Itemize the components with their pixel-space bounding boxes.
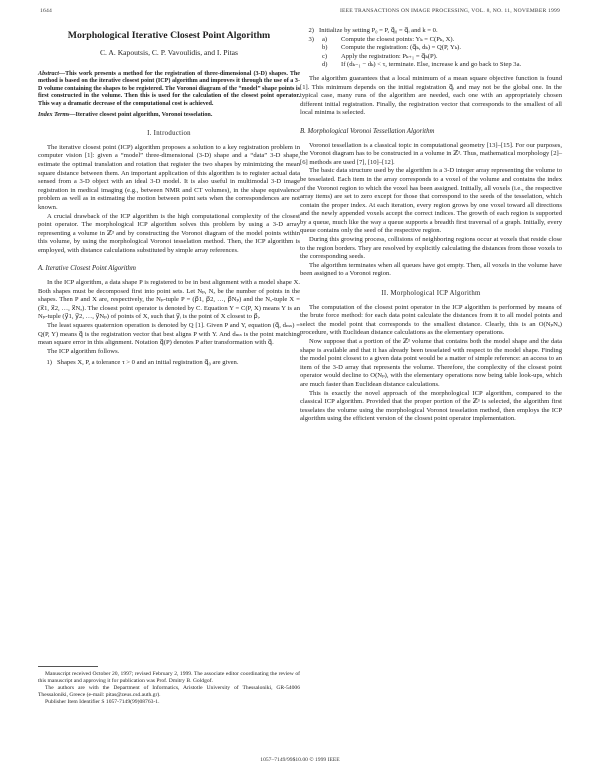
paragraph: Now suppose that a portion of the ℤ³ volume that contains both the model shape and the data shape is available and that it has already been tesselated with respect to the model shape. Finding the model point closest to a given data point would be a matter of simple reference: an access to an item of the 3-D array that represents the volume. Therefore, the complexity of the closest point operator would decline to O(Nₚ), with the elementary operations now being table look-ups, which are much faster than Euclidean distance calculations. (300, 338, 562, 388)
index-terms (38, 112, 300, 120)
footnote (38, 666, 300, 706)
abstract-text: This work presents a method for the registration of three-dimensional (3-D) shapes. The method is based on the iterative closest point (ICP) algorithm and improves it through the use of a 3-D volume containing the shapes to be registered. The Voronoi diagram of the “model” shape points is first constructed in the volume. Then this is used for the calculation of the closest point operator. This way a dramatic decrease of the computational cost is achieved. (38, 70, 300, 107)
index-terms-lead: Index Terms— (38, 111, 76, 118)
substep (319, 53, 521, 62)
paragraph: During this growing process, collisions of neighboring regions occur at voxels that reside close to the region borders. They are resolved by explicitly calculating the distances from those voxels to the corresponding seeds. (300, 236, 562, 261)
page-number: 1644 (40, 8, 52, 14)
substep-text: Compute the registration: (q⃗ₖ, dₖ) = Q(P, Yₖ). (341, 44, 461, 52)
substeps (319, 36, 521, 70)
paragraph: In the ICP algorithm, a data shape P is registered to be in best alignment with a model shape X. Both shapes must be decomposed first into point sets. Let Nₚ, Nₓ be the number of points in the shapes. Then P and X are, respectively, the Nₚ-tuple P = (p⃗1, p⃗2, …, p⃗Nₚ) and the Nₓ-tuple X = (x⃗1, x⃗2, …, x⃗Nₓ). The closest point operator is denoted by C. Equation Y = C(P, X) means Y is an Nₚ-tuple (y⃗1, y⃗2, …, y⃗Nₚ) of points of X, such that y⃗ᵢ is the point of X closest to p⃗ᵢ. (38, 279, 300, 321)
journal-header: IEEE TRANSACTIONS ON IMAGE PROCESSING, VOL. 8, NO. 11, NOVEMBER 1999 (339, 8, 560, 14)
paper-authors: C. A. Kapoutsis, C. P. Vavoulidis, and I. Pitas (99, 48, 239, 57)
substep (319, 36, 521, 45)
step-number: 2) (308, 27, 314, 34)
substep-number: c) (322, 52, 328, 60)
substep-number: d) (322, 61, 328, 69)
step-text: Initialize by setting P₀ = P, q⃗₀ = q⃗ᵢ and k = 0. (319, 27, 438, 34)
paragraph: The algorithm terminates when all queues have got empty. Then, all voxels in the volume have been assigned to a Voronoi region. (300, 261, 562, 278)
substep-text: Apply the registration: Pₖ₊₁ = q⃗ₖ(P). (341, 52, 438, 60)
section-heading-morphological-icp: II. Morphological ICP Algorithm (381, 290, 481, 298)
paragraph: Voronoi tessellation is a classical topic in computational geometry [13]–[15]. For our purposes, the Voronoi diagram has to be constructed in a volume in ℤ³. Thus, mathematical morphology [2]–[6] methods are used [7], [10]–[12]. (300, 141, 562, 166)
paragraph: A crucial drawback of the ICP algorithm is the high computational complexity of the closest point operator. The morphological ICP algorithm solves this problem by using a 3-D array representing a volume in ℤ³ and by constructing the Voronoi diagram of the model points within this volume, by using the morphological Voronoi tesselation method. Then, the ICP algorithm is employed, with distance calculations substituted by simple array references. (38, 212, 300, 254)
subsection-heading-voronoi: B. Morphological Voronoi Tessellation Algorithm (300, 127, 435, 135)
algorithm-step (300, 36, 562, 70)
paragraph: The iterative closest point (ICP) algorithm proposes a solution to a key registration problem in computer vision [1]: given a “model” three-dimensional (3-D) shape and a “data” 3-D shape, estimate the optimal translation and rotation that register the two shapes by minimizing the mean square distance between them. An important application of this algorithm is to register actual data sensed from a 3-D object with an ideal 3-D model. It is also useful in multimodal 3-D image registration in medical imaging (e.g., between NMR and CT volumes), in the shape equivalence problem as well as in estimating the motion between point sets when the correspondences are not known. (38, 143, 300, 211)
substep-text: Compute the closest points: Yₖ = C(Pₖ, X). (341, 35, 455, 43)
substep (319, 61, 521, 70)
substep (319, 44, 521, 53)
left-column (38, 24, 300, 368)
algorithm-steps-left (38, 359, 300, 368)
copyright-footer: 1057–7149/99$10.00 © 1999 IEEE (260, 757, 340, 763)
footnote-text: Manuscript received October 20, 1997; revised February 2, 1999. The associate editor coordinating the review of this manuscript and approving it for publication was Prof. Dmitry B. Goldgof. (38, 671, 300, 684)
index-terms-text: Iterative closest point algorithm, Voronoi tesselation. (75, 111, 213, 118)
paragraph: This is exactly the novel approach of the morphological ICP algorithm, compared to the classical ICP algorithm. Provided that the proper portion of the ℤ³ is selected, the algorithm first tesselates the volume using the morphological Voronoi tesselation method, then employs the ICP algorithm using the efficient version of the closest point operator implementation. (300, 389, 562, 423)
paragraph: The least squares quaternion operation is denoted by Q [1]. Given P and Y, equation (q⃗, dₘₛ) = Q(P, Y) means q⃗ is the registration vector that best aligns P with Y. And dₘₛ is the point matching mean square error in this alignment. Notation q⃗(P) denotes P after transformation with q⃗. (38, 322, 300, 347)
paragraph: The ICP algorithm follows. (47, 347, 120, 355)
paper-title: Morphological Iterative Closest Point Algorithm (67, 30, 271, 41)
footnote-text: The authors are with the Department of Informatics, Aristotle University of Thessaloniki, GR-54006 Thessaloniki, Greece (e-mail: pitas@zeus.csd.auth.gr). (38, 684, 300, 698)
footnote-rule (38, 666, 98, 667)
paragraph: The computation of the closest point operator in the ICP algorithm is performed by means of the brute force method: for each data point calculate the distances from it to all model points and select the model point that corresponds to the smallest distance. Clearly, this is an O(NₚNₓ) procedure, with Euclidean distance calculations as the elementary operations. (300, 303, 562, 337)
abstract (38, 71, 300, 109)
paragraph: The algorithm guarantees that a local minimum of a mean square objective function is found [1]. This minimum depends on the initial registration q⃗ᵢ and may not be the global one. In the typical case, many runs of the algorithm are needed, each one with an appropriately chosen different initial registration. Finally, the registration vector that corresponds to the smallest of all local minima is selected. (300, 74, 562, 117)
paragraph: The basic data structure used by the algorithm is a 3-D integer array representing the volume to be tesselated. Each item in the array corresponds to a voxel of the volume and contains the index of the Voronoi region to which the voxel has been assigned. Initially, all voxels (i.e., the respective array items) are set to zero except for those that correspond to the seeds of the tesselation, which contain the proper index. At each iteration, every region grows by one voxel toward all directions and the newly appended voxels accept the correct indices. The growth of each region is supported by a queue, much like the way a queue supports a breadth first traversal of a graph. Initially, every queue contains only the seed of the respective region. (300, 167, 562, 235)
subsection-heading-icp: A. Iterative Closest Point Algorithm (38, 265, 136, 273)
algorithm-step (300, 27, 562, 36)
footnote-text: Publisher Item Identifier S 1057-7149(99)08763-1. (45, 698, 160, 705)
step-number: 1) (46, 359, 52, 367)
algorithm-step (38, 359, 300, 368)
algorithm-steps-right (300, 27, 562, 70)
step-text: Shapes X, P, a tolerance τ > 0 and an initial registration q⃗₀ are given. (57, 359, 239, 367)
section-heading-introduction: I. Introduction (147, 130, 191, 138)
substep-text: If (dₖ₋₁ − dₖ) < τ, terminate. Else, increase k and go back to Step 3a. (341, 61, 522, 69)
right-column (300, 24, 562, 424)
substep-number: a) (322, 35, 328, 43)
step-number: 3) (308, 35, 314, 43)
substep-number: b) (322, 44, 328, 52)
abstract-lead: Abstract— (38, 70, 66, 77)
